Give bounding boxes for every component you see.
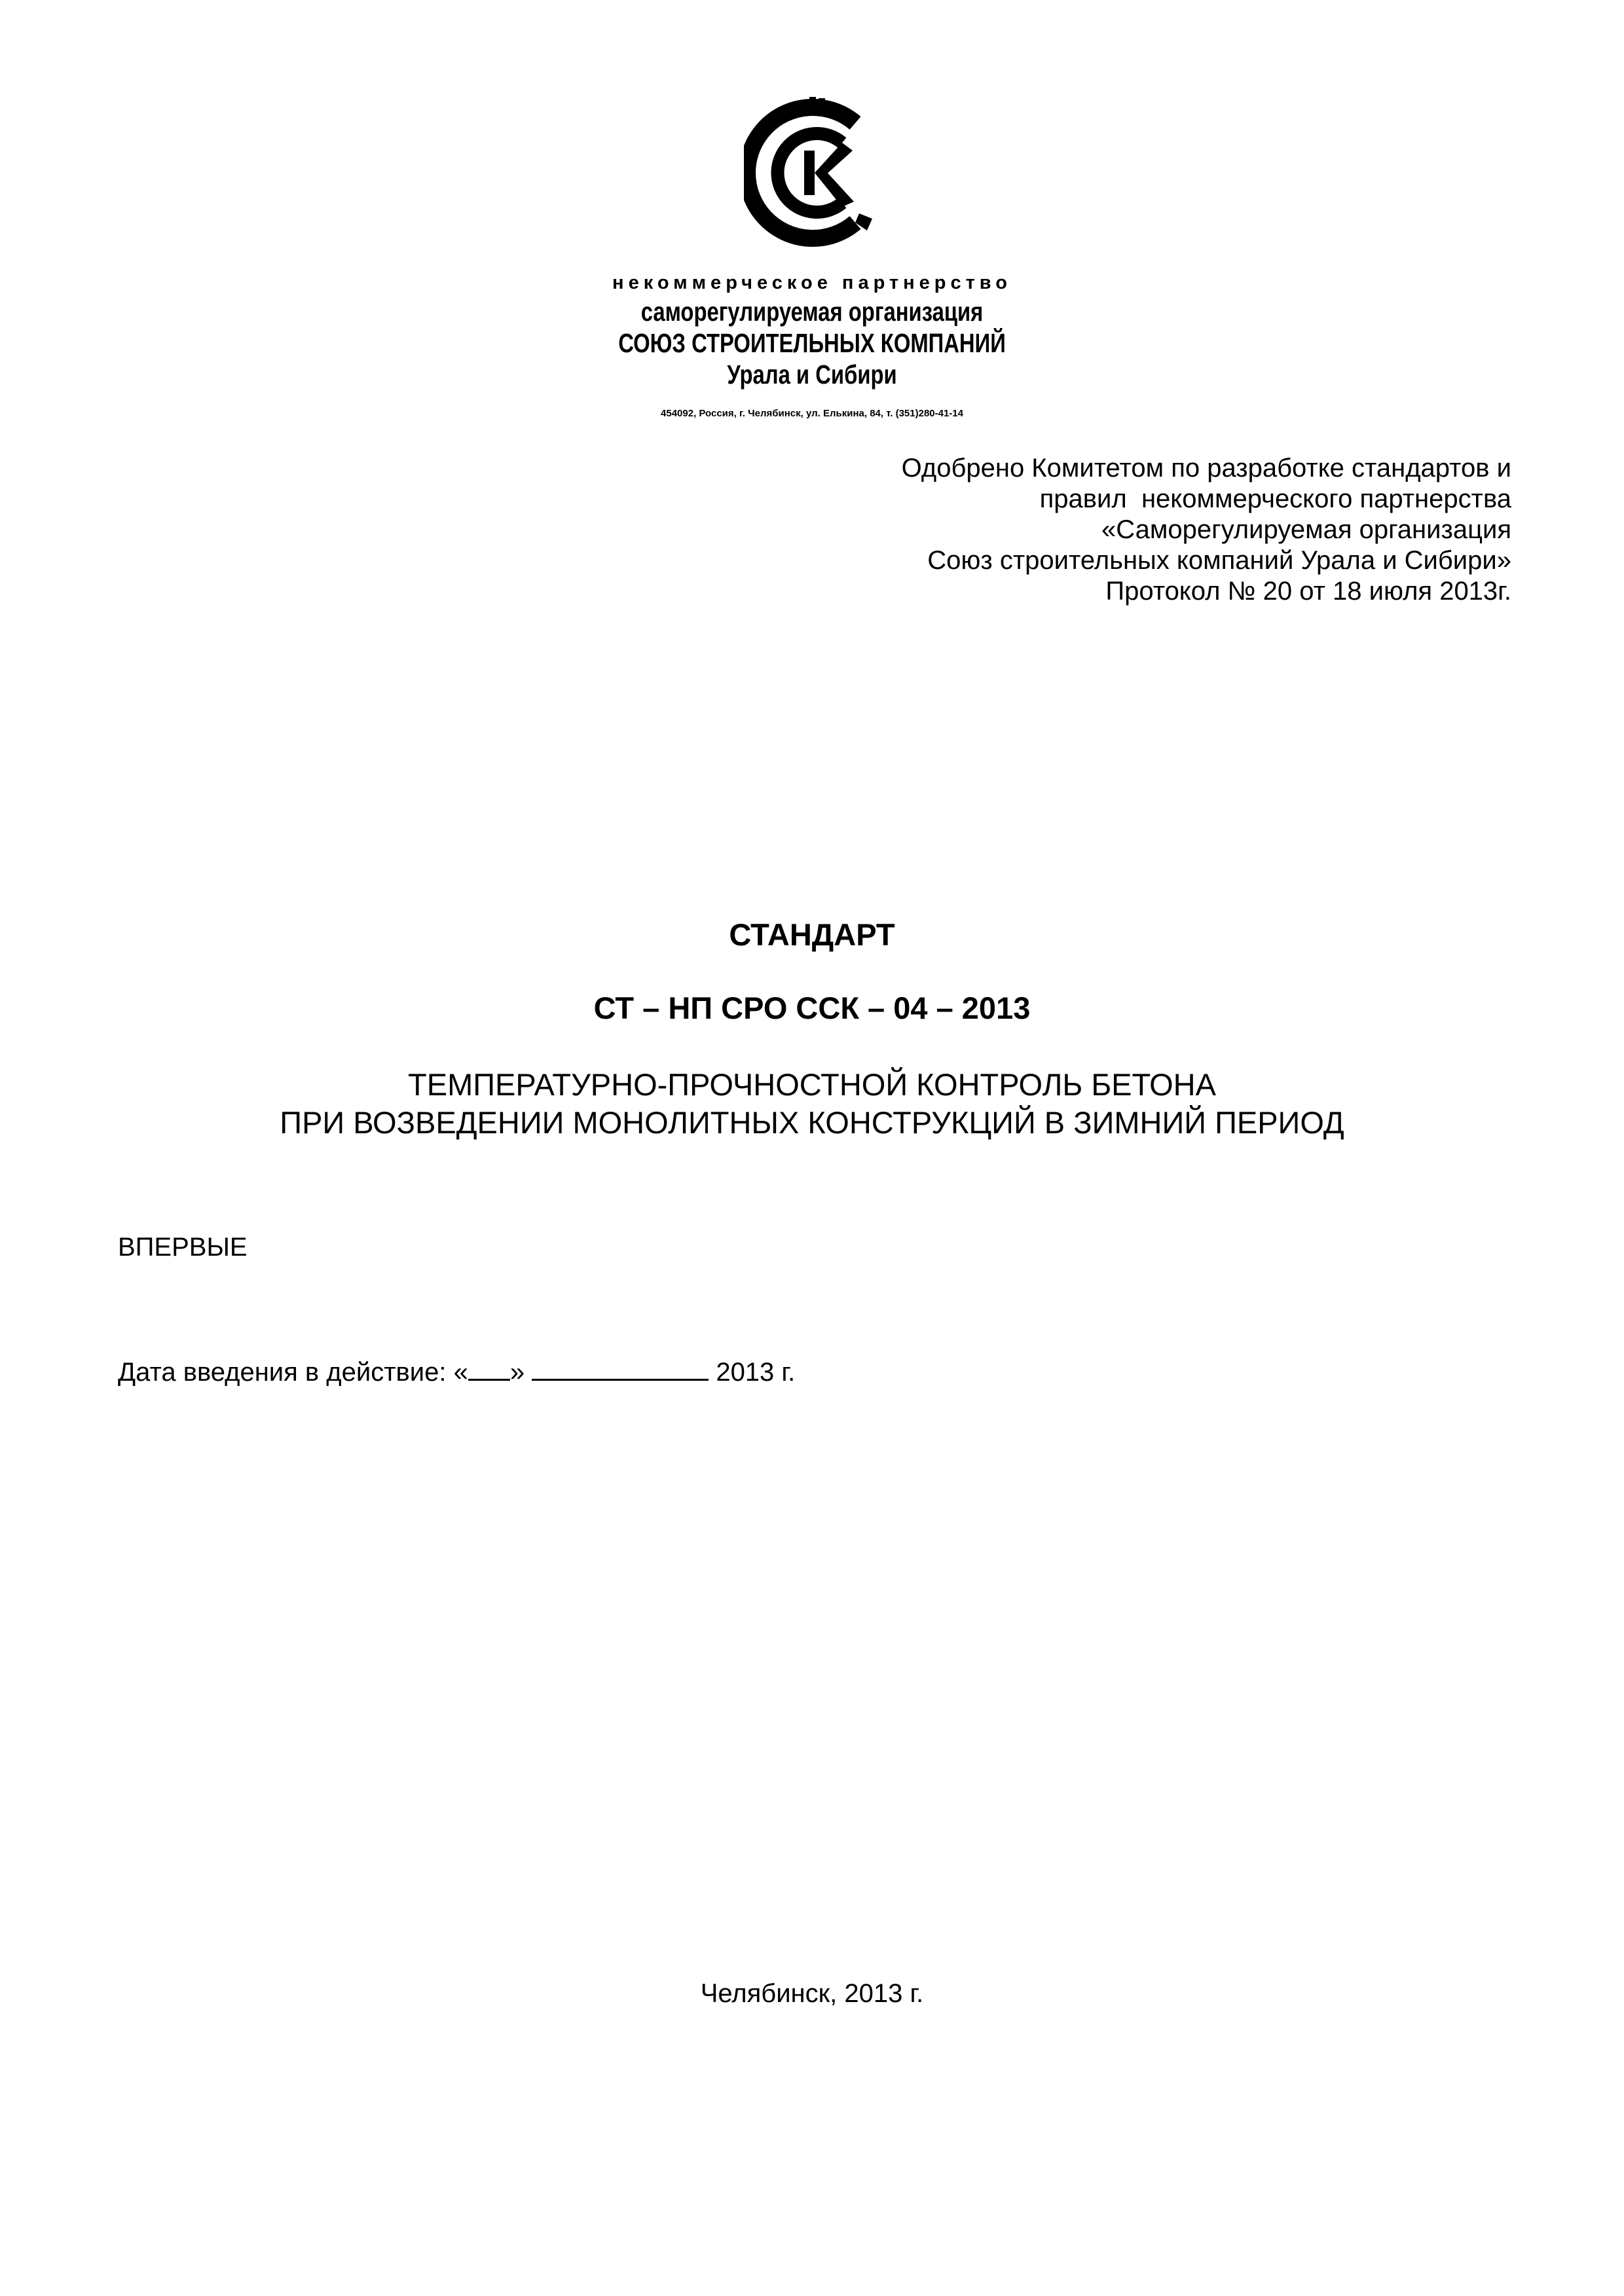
place-year: Челябинск, 2013 г. — [700, 1979, 924, 2008]
org-prefix: некоммерческое партнерство — [612, 272, 1012, 293]
document-type: СТАНДАРТ — [729, 917, 895, 952]
organization-header — [550, 270, 1074, 390]
approval-line-3: «Саморегулируемая организация — [1101, 515, 1511, 544]
month-blank — [532, 1354, 709, 1381]
subject-line-2: ПРИ ВОЗВЕДЕНИИ МОНОЛИТНЫХ КОНСТРУКЦИЙ В ЗИМНИЙ ПЕРИОД — [280, 1105, 1344, 1140]
first-edition-label: ВПЕРВЫЕ — [118, 1233, 248, 1262]
effective-date — [118, 1354, 795, 1389]
org-line-1: саморегулируемая организация — [640, 297, 984, 327]
approval-line-4: Союз строительных компаний Урала и Сибири» — [927, 546, 1511, 575]
org-address: 454092, Россия, г. Челябинск, ул. Елькина, 84, т. (351)280-41-14 — [661, 408, 963, 419]
approval-line-2: правил некоммерческого партнерства — [1039, 484, 1511, 513]
date-year: 2013 г. — [709, 1358, 796, 1387]
org-line-3: Урала и Сибири — [727, 359, 897, 390]
subject-line-1: ТЕМПЕРАТУРНО-ПРОЧНОСТНОЙ КОНТРОЛЬ БЕТОНА — [408, 1067, 1216, 1102]
approval-line-1: Одобрено Комитетом по разработке стандартов и — [901, 454, 1511, 483]
day-blank — [468, 1354, 510, 1381]
org-line-2: СОЮЗ СТРОИТЕЛЬНЫХ КОМПАНИЙ — [618, 328, 1006, 358]
date-mid: » — [509, 1358, 525, 1387]
approval-block — [791, 453, 1511, 607]
date-label: Дата введения в действие: « — [118, 1358, 468, 1387]
ssk-logo-icon — [744, 97, 888, 249]
document-subject — [0, 1066, 1624, 1142]
approval-line-5: Протокол № 20 от 18 июля 2013г. — [1105, 577, 1511, 606]
document-code: СТ – НП СРО ССК – 04 – 2013 — [593, 991, 1031, 1025]
